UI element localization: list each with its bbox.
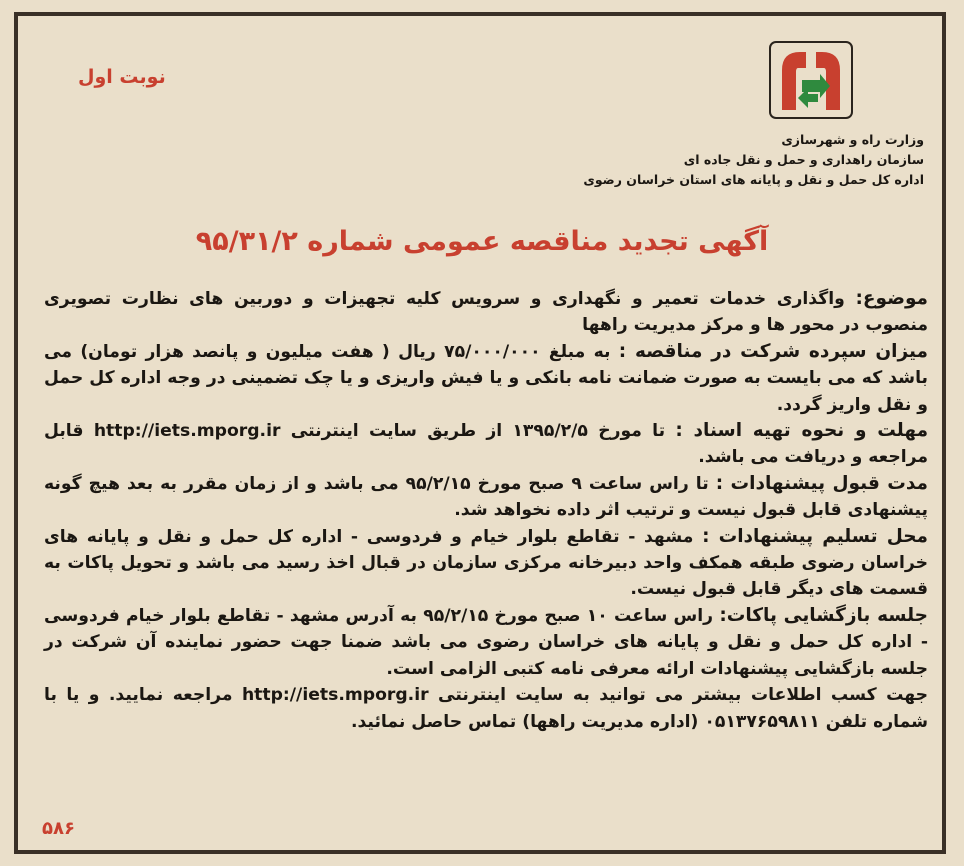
round-label: نوبت اول — [78, 66, 166, 88]
info-text-b: مراجعه نمایید. و یا با شماره تلفن ۰۵۱۳۷۶۵۹۸۱۱ (اداره مدیریت راهها) تماس حاصل نمائید. — [44, 685, 928, 732]
deposit-text: به مبلغ ۷۵/۰۰۰/۰۰۰ ریال ( هفت میلیون و پانصد هزار تومان) می باشد که می بایست به صورت ضمانت نامه بانکی و یا فیش واریزی و یا چک تضمینی در وجه اداره کل حمل و نقل واریز گردد. — [44, 341, 928, 415]
documents-text-a: تا مورخ ۱۳۹۵/۲/۵ از طریق سایت اینترنتی — [290, 421, 666, 442]
organization-name: سازمان راهداری و حمل و نقل جاده ای — [683, 152, 924, 167]
page-number: ۵۸۶ — [42, 818, 75, 839]
deposit-paragraph — [44, 339, 928, 418]
info-paragraph — [44, 682, 928, 735]
deposit-label: میزان سپرده شرکت در مناقصه : — [618, 340, 929, 362]
delivery-text: مشهد - تقاطع بلوار خیام و فردوسی - اداره کل حمل و نقل و پایانه های خراسان رضوی طبقه همکف واحد دبیرخانه مرکزی سازمان در قبال اخذ رسید می باشد و تحویل پاکات به قسمت های دیگر قابل قبول نیست. — [44, 526, 928, 600]
opening-paragraph — [44, 603, 928, 682]
ad-title: آگهی تجدید مناقصه عمومی شماره ۹۵/۳۱/۲ — [195, 226, 769, 257]
opening-text: راس ساعت ۱۰ صبح مورخ ۹۵/۲/۱۵ به آدرس مشهد - تقاطع بلوار خیام فردوسی - اداره کل حمل و نقل و پایانه های خراسان رضوی می باشد ضمنا جهت حضور نماینده آن شرکت در جلسه بازگشایی پیشنهادات ارائه معرفی نامه کتبی الزامی است. — [44, 605, 928, 679]
delivery-paragraph — [44, 524, 928, 603]
ad-header — [0, 0, 964, 230]
subject-label: موضوع: — [855, 288, 929, 309]
department-name: اداره کل حمل و نقل و پایانه های استان خراسان رضوی — [583, 172, 924, 187]
documents-label: مهلت و نحوه تهیه اسناد : — [675, 420, 929, 442]
acceptance-label: مدت قبول پیشنهادات : — [715, 472, 929, 494]
documents-text-b: قابل مراجعه و دریافت می باشد. — [44, 421, 928, 468]
organization-lines — [504, 130, 924, 190]
subject-paragraph — [44, 286, 928, 339]
acceptance-text: تا راس ساعت ۹ صبح مورخ ۹۵/۲/۱۵ می باشد و از زمان مقرر به بعد هیچ گونه پیشنهادی قابل قبول نیست و ترتیب اثر داده نخواهد شد. — [44, 473, 928, 521]
ministry-name: وزارت راه و شهرسازی — [781, 132, 924, 147]
ad-body — [44, 286, 928, 735]
rmto-logo — [768, 40, 854, 120]
documents-paragraph — [44, 418, 928, 471]
subject-text: واگذاری خدمات تعمیر و نگهداری و سرویس کلیه تجهیزات و دوربین های نظارت تصویری منصوب در محور ها و مرکز مدیریت راهها — [44, 289, 928, 336]
info-text-a: جهت کسب اطلاعات بیشتر می توانید به سایت اینترنتی — [438, 685, 928, 706]
opening-label: جلسه بازگشایی پاکات: — [719, 604, 929, 626]
delivery-label: محل تسلیم پیشنهادات : — [702, 525, 928, 547]
info-url-link[interactable]: http://iets.mporg.ir — [241, 685, 429, 706]
documents-url-link[interactable]: http://iets.mporg.ir — [93, 421, 281, 442]
acceptance-paragraph — [44, 471, 928, 524]
